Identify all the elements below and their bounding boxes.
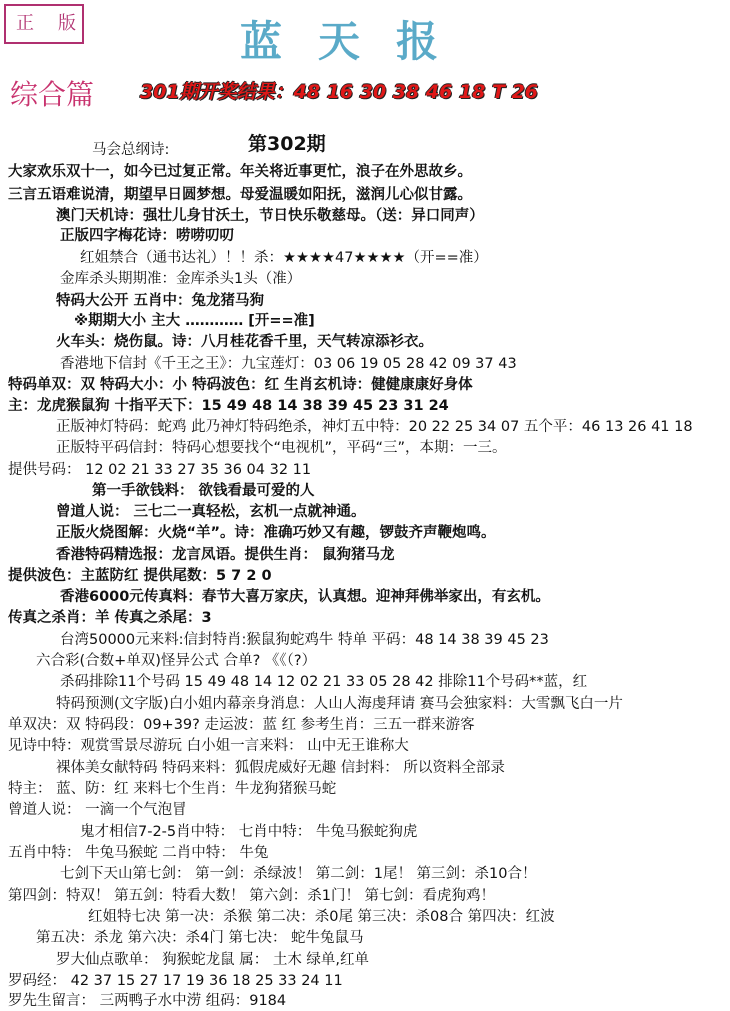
text-line: 三言五语难说清，期望早日圆梦想。母爱温暖如阳抚，滋润儿心似甘露。	[8, 187, 472, 203]
text-line: 红姐禁合（通书达礼）！！杀：★★★★47★★★★（开==准）	[80, 250, 488, 266]
text-line: 特码大公开 五肖中：兔龙猪马狗	[56, 293, 265, 309]
text-line: 金库杀头期期准：金库杀头1头（准）	[60, 271, 302, 287]
text-line: 杀码排除11个号码 15 49 48 14 12 02 21 33 05 28 42 排除11个号码**蓝，红	[60, 674, 588, 690]
text-line: 红姐特七决 第一决：杀猴 第二决：杀0尾 第三决：杀08合 第四决：红波	[88, 909, 555, 925]
stamp-right-char: 版	[58, 13, 76, 34]
text-line: 正版四字梅花诗：唠唠叨叨	[60, 228, 234, 244]
text-line: 六合彩(合数+单双)怪异公式 合单? 《《（?）	[36, 653, 317, 669]
text-line: 第一手欲钱料： 欲钱看最可爱的人	[92, 483, 315, 499]
text-line: 见诗中特：观赏雪景尽游玩 白小姐一言来料： 山中无王谁称大	[8, 738, 409, 754]
zhengban-stamp	[4, 4, 84, 44]
text-line: 特码单双：双 特码大小：小 特码波色：红 生肖玄机诗：健健康康好身体	[8, 377, 473, 393]
text-line: 香港地下信封《千王之王》：九宝莲灯：03 06 19 05 28 42 09 37 43	[60, 356, 517, 372]
text-line: 特码预测(文字版)白小姐内幕亲身消息：人山人海虔拜请 赛马会独家料：大雪飘飞白一片	[56, 696, 623, 712]
text-line: 裸体美女献特码 特码来料：狐假虎威好无趣 信封料： 所以资料全部录	[56, 760, 505, 776]
text-line: 提供波色：主蓝防红 提供尾数：5 7 2 0	[8, 568, 272, 584]
text-line: 罗大仙点歌单： 狗猴蛇龙鼠 属： 土木 绿单,红单	[56, 952, 370, 968]
text-line: 澳门天机诗：强壮儿身甘沃土，节日快乐敬慈母。（送：异口同声）	[56, 208, 484, 224]
text-line: 正版火烧图解：火烧“羊”。诗：准确巧妙又有趣，锣鼓齐声鞭炮鸣。	[56, 525, 496, 541]
text-line: 第四剑：特双！ 第五剑：特看大数！ 第六剑：杀1门！ 第七剑：看虎狗鸡！	[8, 888, 496, 904]
text-line: 曾道人说： 三七二一真轻松，玄机一点就神通。	[56, 504, 366, 520]
text-line: 马会总纲诗:	[92, 142, 170, 158]
text-line: 台湾50000元来料:信封特肖:猴鼠狗蛇鸡牛 特单 平码：48 14 38 39 45 23	[60, 632, 549, 648]
section-subtitle: 综合篇	[10, 78, 95, 111]
text-line: 罗码经： 42 37 15 27 17 19 36 18 25 33 24 11	[8, 973, 343, 989]
text-line: 正版神灯特码：蛇鸡 此乃神灯特码绝杀，神灯五中特：20 22 25 34 07 五个平：46 13 26 41 18	[56, 419, 693, 435]
text-line: 鬼才相信7-2-5肖中特： 七肖中特： 牛兔马猴蛇狗虎	[80, 824, 418, 840]
text-line: 香港特码精选报：龙言凤语。提供生肖： 鼠狗猪马龙	[56, 547, 395, 563]
newspaper-title: 蓝天报	[240, 17, 475, 66]
text-line: 大家欢乐双十一，如今已过复正常。年关将近事更忙，浪子在外思故乡。	[8, 164, 472, 180]
text-line: 正版特平码信封：特码心想要找个“电视机”，平码“三”，本期：一三。	[56, 440, 507, 456]
text-line: 第五决：杀龙 第六决：杀4门 第七决： 蛇牛兔鼠马	[36, 930, 364, 946]
text-line: 火车头：烧伤鼠。诗：八月桂花香千里，天气转凉添衫衣。	[56, 334, 433, 350]
text-line: 七剑下天山第七剑： 第一剑：杀绿波！ 第二剑：1尾！ 第三剑：杀10合！	[60, 866, 537, 882]
previous-draw-result: 301期开奖结果：48 16 30 38 46 18 T 26	[140, 81, 539, 103]
text-line: 主：龙虎猴鼠狗 十指平天下：15 49 48 14 38 39 45 23 31 24	[8, 398, 449, 414]
stamp-left-char: 正	[16, 13, 34, 34]
text-line: 五肖中特： 牛兔马猴蛇 二肖中特： 牛兔	[8, 845, 269, 861]
text-line: 提供号码： 12 02 21 33 27 35 36 04 32 11	[8, 462, 312, 478]
text-line: 香港6000元传真料：春节大喜万家庆，认真想。迎神拜佛举家出，有玄机。	[60, 589, 550, 605]
text-line: ※期期大小 主大 ………… [开==准]	[74, 313, 315, 329]
text-line: 曾道人说： 一滴一个气泡冒	[8, 802, 187, 818]
issue-number: 第302期	[248, 133, 326, 155]
text-line: 传真之杀肖：羊 传真之杀尾：3	[8, 610, 212, 626]
text-line: 特主： 蓝、防：红 来料七个生肖：牛龙狗猪猴马蛇	[8, 781, 337, 797]
text-line: 罗先生留言： 三两鸭子水中涝 组码：9184	[8, 993, 287, 1009]
text-line: 单双决：双 特码段：09+39? 走运波：蓝 红 参考生肖：三五一群来游客	[8, 717, 475, 733]
